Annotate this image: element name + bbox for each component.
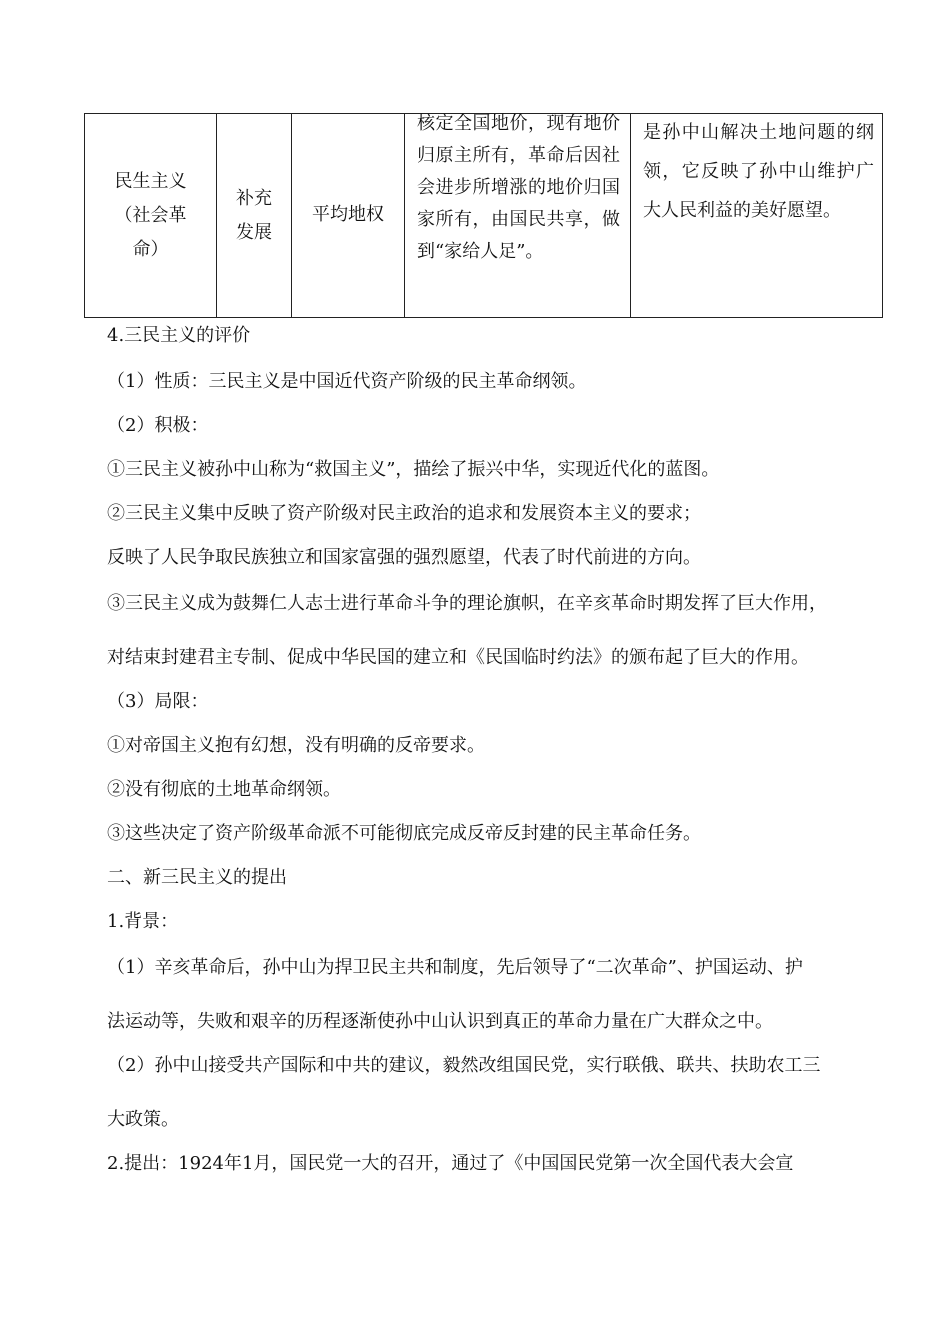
cell-text: （社会革 — [114, 204, 187, 226]
paragraph: ②没有彻底的土地革命纲领。 — [107, 779, 341, 800]
cell-text: 核定全国地价，现有地价归原主所有，革命后因社会进步所增涨的地价归国家所有，由国民共享，做到“家给人足”。 — [417, 113, 620, 262]
paragraph: （2）积极： — [107, 415, 209, 436]
paragraph: ③这些决定了资产阶级革命派不可能彻底完成反帝反封建的民主革命任务。 — [107, 823, 701, 844]
paragraph: 法运动等，失败和艰辛的历程逐渐使孙中山认识到真正的革命力量在广大群众之中。 — [107, 1011, 773, 1032]
principles-table — [84, 113, 883, 318]
cell-evaluation — [631, 114, 883, 318]
paragraph: 对结束封建君主专制、促成中华民国的建立和《民国临时约法》的颁布起了巨大的作用。 — [107, 647, 809, 668]
paragraph: ①对帝国主义抱有幻想，没有明确的反帝要求。 — [107, 735, 485, 756]
cell-content — [292, 114, 405, 318]
table-row — [85, 114, 883, 318]
cell-text: 平均地权 — [312, 204, 384, 225]
cell-text: 是孙中山解决土地问题的纲领，它反映了孙中山维护广大人民利益的美好愿望。 — [643, 122, 874, 221]
paragraph: （3）局限： — [107, 691, 209, 712]
cell-category — [217, 114, 292, 318]
paragraph: 大政策。 — [107, 1109, 179, 1130]
paragraph: 2.提出：1924年1月，国民党一大的召开，通过了《中国国民党第一次全国代表大会宣 — [107, 1153, 794, 1174]
paragraph: 反映了人民争取民族独立和国家富强的强烈愿望，代表了时代前进的方向。 — [107, 547, 701, 568]
cell-principle-name — [85, 114, 217, 318]
paragraph: ①三民主义被孙中山称为“救国主义”，描绘了振兴中华，实现近代化的蓝图。 — [107, 459, 720, 480]
section-heading: 二、新三民主义的提出 — [107, 867, 287, 888]
cell-text: 民生主义 — [114, 170, 187, 192]
paragraph: ②三民主义集中反映了资产阶级对民主政治的追求和发展资本主义的要求； — [107, 503, 701, 524]
cell-text: 发展 — [236, 221, 272, 243]
cell-explanation — [405, 114, 631, 318]
cell-text: 命） — [132, 238, 169, 260]
section-heading: 4.三民主义的评价 — [107, 325, 251, 346]
paragraph: （1）辛亥革命后，孙中山为捍卫民主共和制度，先后领导了“二次革命”、护国运动、护 — [107, 957, 803, 978]
paragraph: ③三民主义成为鼓舞仁人志士进行革命斗争的理论旗帜，在辛亥革命时期发挥了巨大作用， — [107, 593, 827, 614]
section-heading: 1.背景： — [107, 911, 179, 932]
cell-text: 补充 — [236, 187, 272, 209]
paragraph: （1）性质：三民主义是中国近代资产阶级的民主革命纲领。 — [107, 371, 587, 392]
paragraph: （2）孙中山接受共产国际和中共的建议，毅然改组国民党，实行联俄、联共、扶助农工三 — [107, 1055, 821, 1076]
